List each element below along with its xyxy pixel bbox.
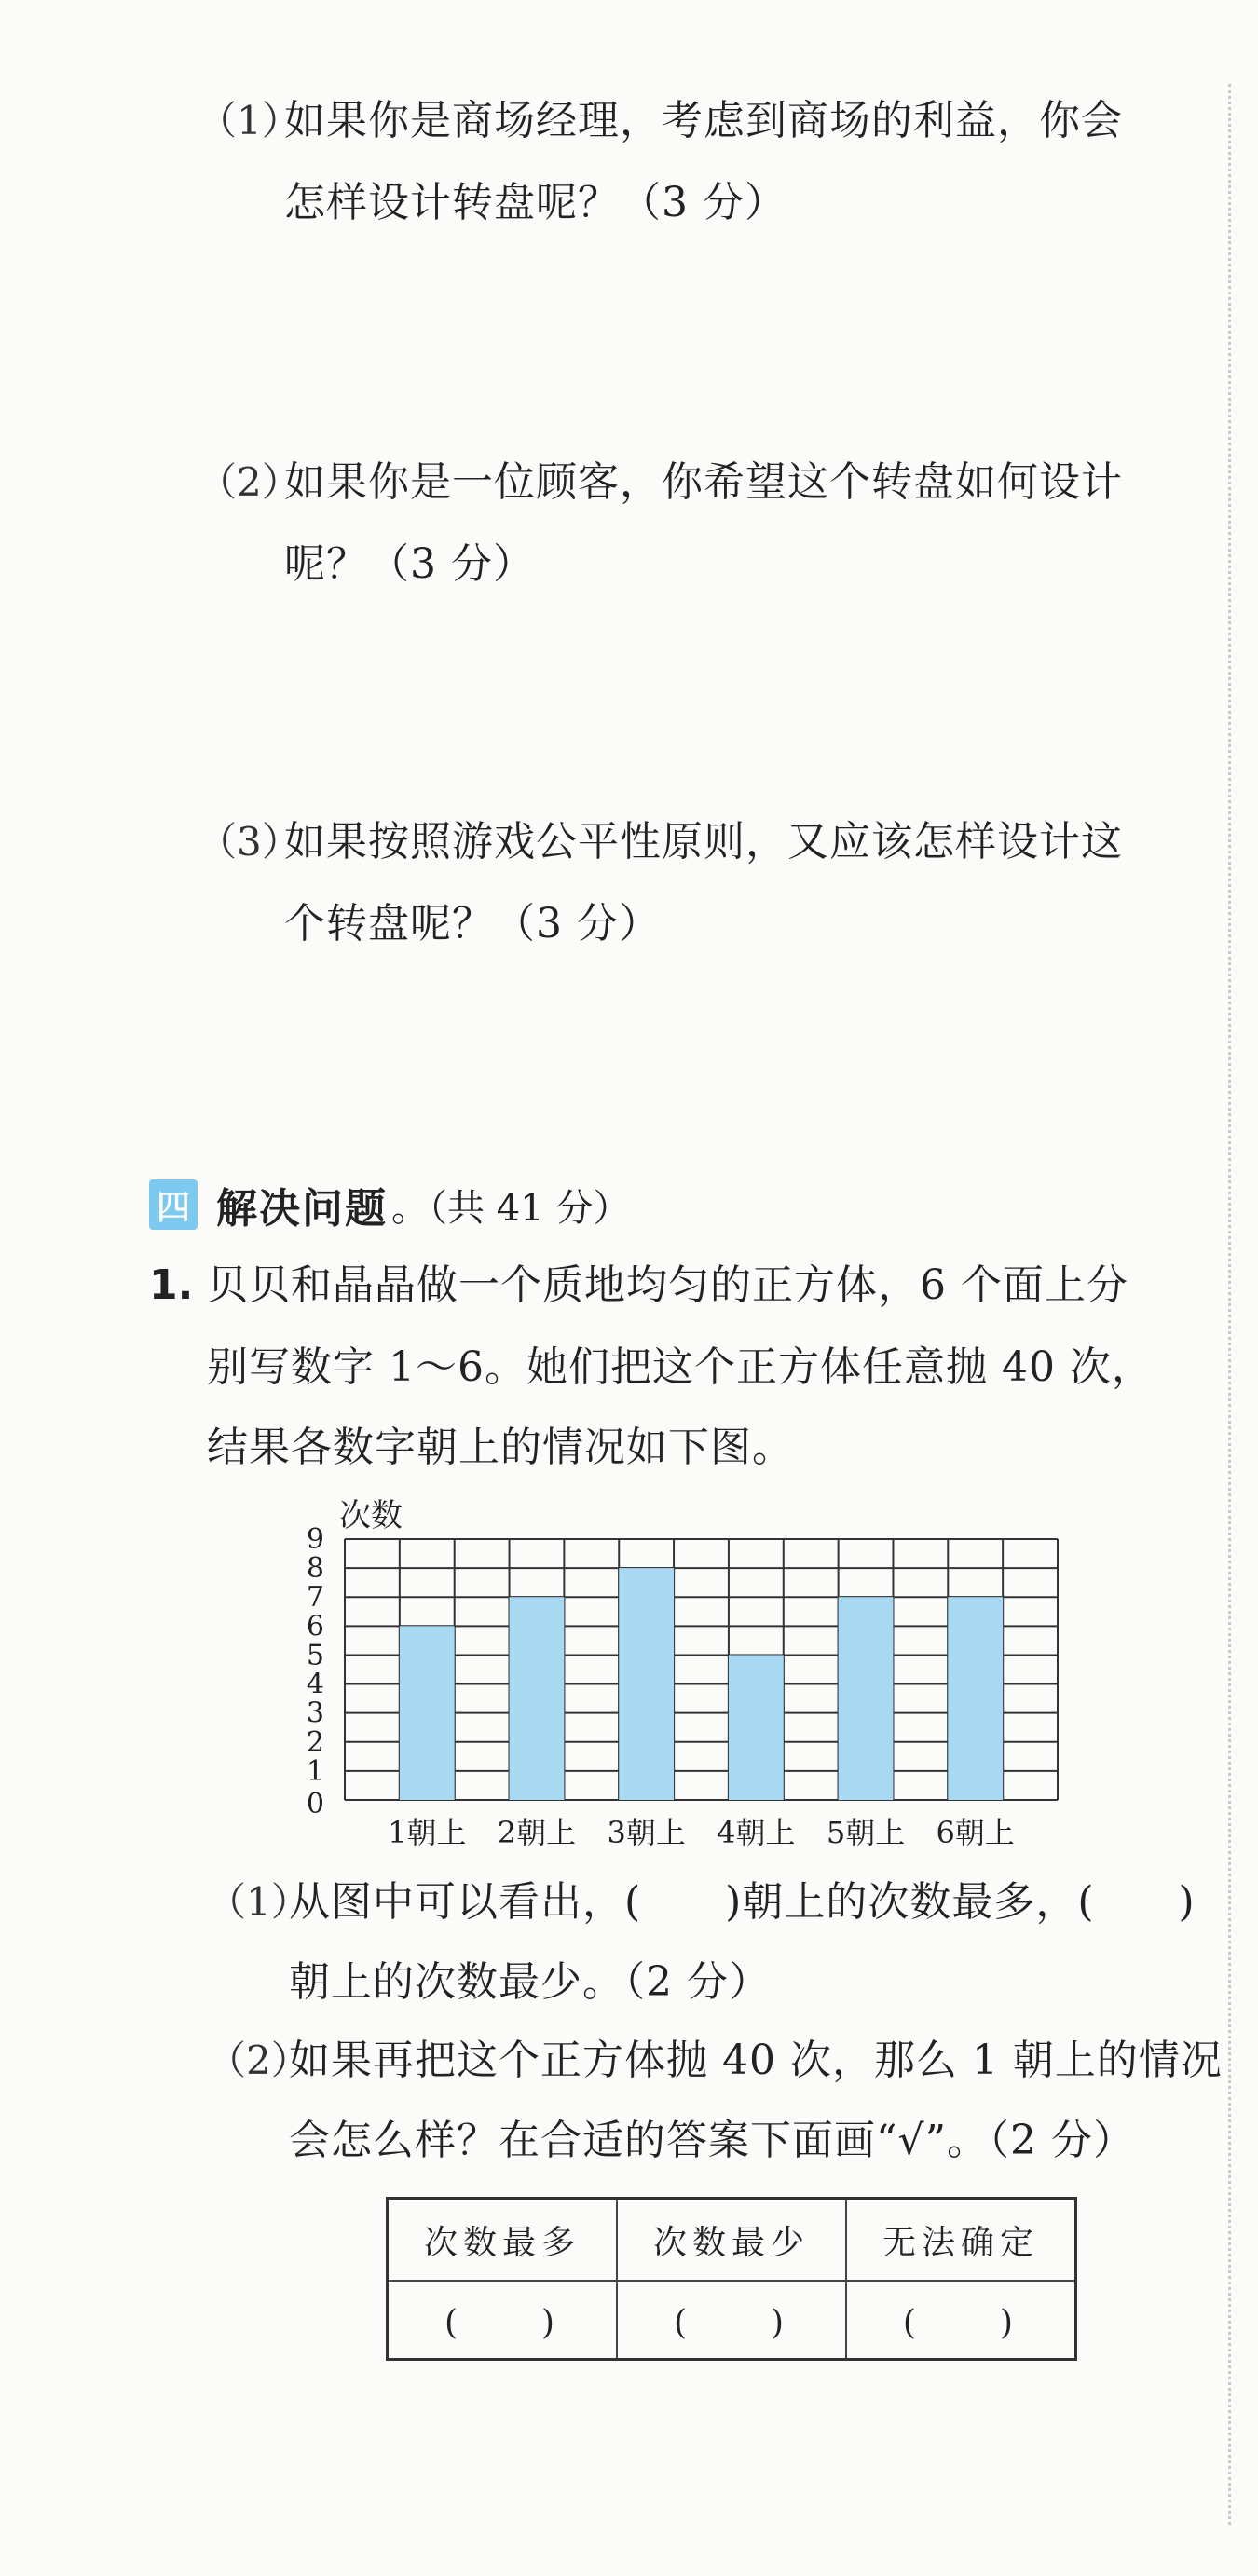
y-tick-9: 9: [306, 1523, 324, 1556]
problem1-line3: 结果各数字朝上的情况如下图。: [207, 1424, 794, 1471]
right-margin-rule: [1228, 84, 1231, 2525]
section-badge: 四: [149, 1179, 198, 1230]
bar-1: [400, 1626, 455, 1800]
y-tick-6: 6: [306, 1610, 324, 1643]
sub2-line2: 会怎么样？在合适的答案下面画“√”。（2 分）: [289, 2117, 1136, 2164]
q2-line1: 如果你是一位顾客，你希望这个转盘如何设计: [284, 458, 1123, 506]
chart-y-label: 次数: [339, 1497, 403, 1534]
bar-6: [948, 1597, 1003, 1800]
bar-2: [510, 1597, 565, 1800]
y-tick-4: 4: [306, 1668, 324, 1701]
section-heading: [149, 1172, 630, 1237]
chart-y-ticks: [307, 1523, 324, 1820]
header-least: 次数最少: [617, 2199, 846, 2282]
y-tick-8: 8: [306, 1552, 324, 1586]
q2-line2: 呢？（3 分）: [284, 540, 535, 588]
sub2-number: （2）: [207, 2038, 310, 2083]
section-score: 。（共 41 分）: [391, 1186, 631, 1230]
chart-x-ticks: [388, 1815, 1015, 1850]
x-tick-6: 6朝上: [936, 1815, 1015, 1850]
bar-4: [729, 1655, 784, 1800]
q1-number: （1）: [198, 98, 301, 143]
sub2-line1: 如果再把这个正方体抛 40 次，那么 1 朝上的情况: [289, 2037, 1223, 2084]
x-tick-5: 5朝上: [826, 1815, 906, 1850]
q1-line1: 如果你是商场经理，考虑到商场的利益，你会: [284, 97, 1123, 144]
problem1-line2: 别写数字 1～6。她们把这个正方体任意抛 40 次，: [207, 1343, 1154, 1391]
x-tick-1: 1朝上: [388, 1815, 467, 1850]
answer-cell-uncertain[interactable]: ( ): [846, 2281, 1076, 2360]
sub1-line1: 从图中可以看出，( )朝上的次数最多，( ): [289, 1878, 1196, 1926]
sub1-number: （1）: [207, 1879, 310, 1925]
q1-line2: 怎样设计转盘呢？（3 分）: [284, 179, 786, 226]
y-tick-3: 3: [306, 1697, 324, 1730]
problem1-line1: 贝贝和晶晶做一个质地均匀的正方体，6 个面上分: [207, 1261, 1128, 1309]
q3-number: （3）: [198, 819, 301, 865]
answer-table: [386, 2197, 1077, 2361]
answer-cell-least[interactable]: ( ): [617, 2281, 846, 2360]
header-most: 次数最多: [388, 2199, 618, 2282]
y-tick-1: 1: [306, 1754, 324, 1788]
y-tick-5: 5: [306, 1639, 324, 1672]
header-uncertain: 无法确定: [846, 2199, 1076, 2282]
y-tick-7: 7: [306, 1581, 324, 1615]
x-tick-2: 2朝上: [497, 1815, 577, 1850]
sub1-line2: 朝上的次数最少。（2 分）: [289, 1958, 771, 2006]
answer-cell-most[interactable]: ( ): [388, 2281, 618, 2360]
bar-3: [619, 1568, 674, 1800]
problem1-number: 1.: [149, 1261, 194, 1309]
x-tick-4: 4朝上: [717, 1815, 796, 1850]
y-tick-0: 0: [306, 1788, 324, 1820]
bar-5: [839, 1597, 894, 1800]
q3-line2: 个转盘呢？（3 分）: [284, 900, 661, 947]
bar-chart: [298, 1491, 1081, 1863]
x-tick-3: 3朝上: [607, 1815, 686, 1850]
q3-line1: 如果按照游戏公平性原则，又应该怎样设计这: [284, 818, 1123, 865]
section-title: 解决问题: [216, 1185, 388, 1233]
y-tick-2: 2: [306, 1725, 324, 1759]
q2-number: （2）: [198, 459, 301, 505]
